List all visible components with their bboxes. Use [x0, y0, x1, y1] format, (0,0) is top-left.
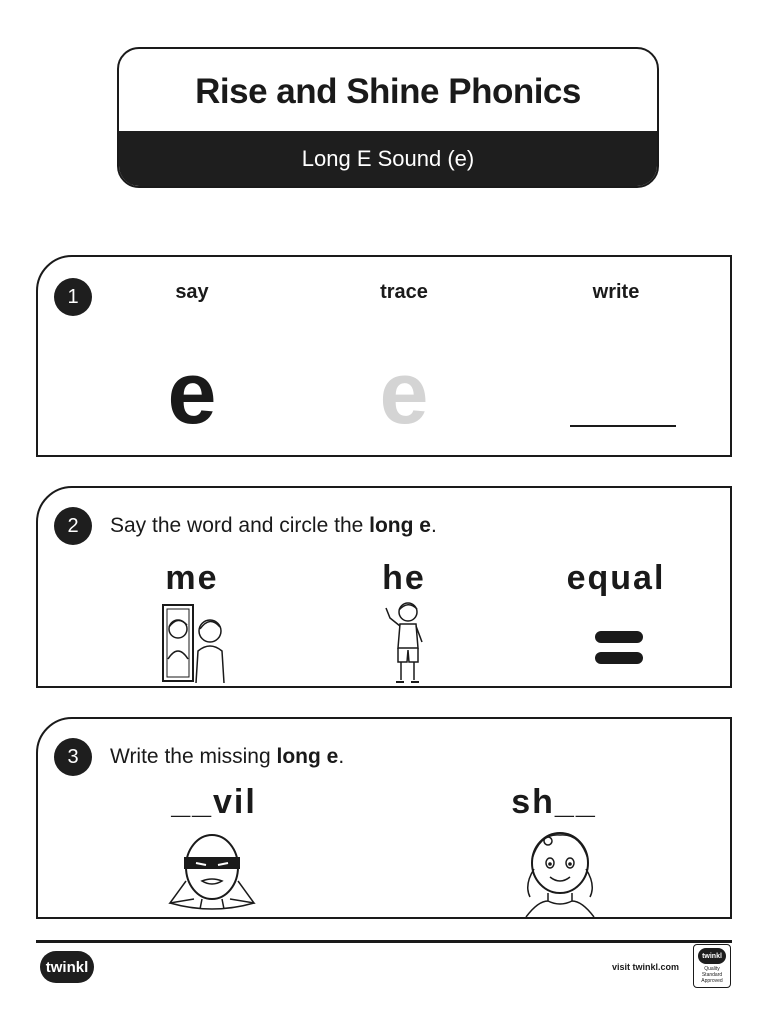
boy-waving-image [380, 598, 430, 686]
word-evil[interactable]: __vil [171, 783, 257, 821]
instruction-bold: long e [276, 745, 339, 768]
section-3 [36, 717, 732, 919]
section-2 [36, 486, 732, 688]
section-2-instruction [110, 514, 437, 538]
visit-link[interactable]: visit twinkl.com [612, 962, 680, 972]
say-letter: e [167, 343, 217, 442]
girl-image [520, 825, 600, 917]
equal-sign-image [594, 630, 644, 666]
section-number-3: 3 [54, 738, 92, 776]
word-he[interactable]: he [382, 559, 426, 597]
instruction-bold: long e [369, 514, 431, 537]
section-1 [36, 255, 732, 457]
quality-badge [693, 944, 731, 988]
col-head-write: write [592, 281, 640, 303]
section-number-2: 2 [54, 507, 92, 545]
instruction-end: . [338, 745, 345, 768]
section-3-instruction [110, 745, 344, 769]
word-me[interactable]: me [165, 559, 219, 597]
trace-letter: e [379, 343, 429, 442]
badge-logo: twinkl [698, 948, 726, 964]
col-head-say: say [175, 281, 209, 303]
page-subtitle: Long E Sound (e) [119, 131, 657, 186]
page-title: Rise and Shine Phonics [195, 72, 581, 111]
col-head-trace: trace [380, 281, 428, 303]
twinkl-logo: twinkl [40, 951, 94, 983]
boy-mirror-image [160, 601, 230, 685]
word-she[interactable]: sh__ [511, 783, 597, 821]
instruction-text: Write the missing [110, 745, 277, 768]
badge-text: Quality Standard Approved [701, 966, 723, 984]
word-equal[interactable]: equal [566, 559, 666, 597]
instruction-end: . [430, 514, 437, 537]
title-box [117, 47, 659, 188]
villain-image [164, 829, 260, 913]
instruction-text: Say the word and circle the [110, 514, 370, 537]
write-line[interactable] [570, 425, 676, 427]
footer-rule [36, 940, 732, 943]
section-number-1: 1 [54, 278, 92, 316]
